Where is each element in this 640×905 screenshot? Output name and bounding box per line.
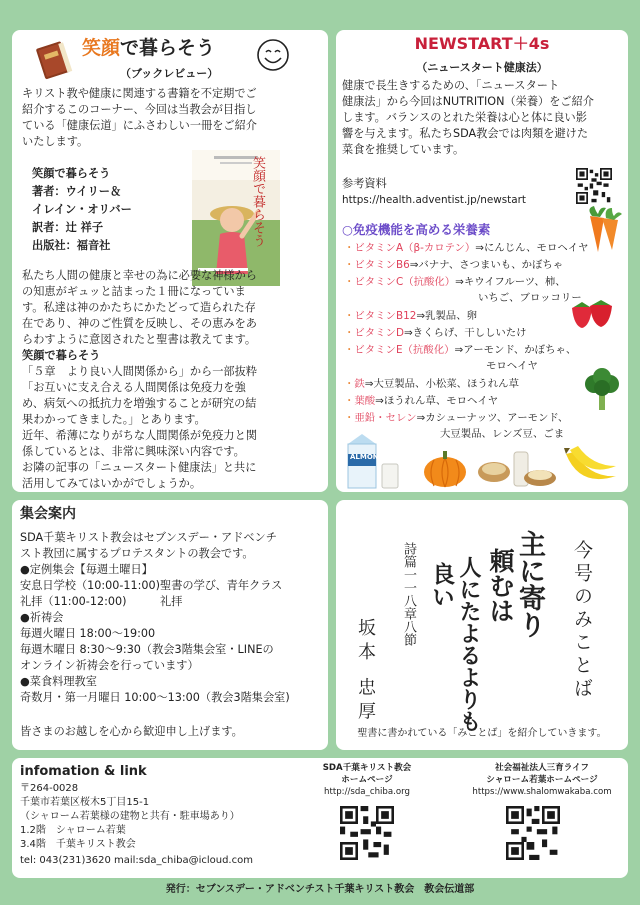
newstart-intro-line: 健康で長生きするための、「ニュースタート bbox=[342, 79, 560, 92]
body-line: 在であり、神のご性質を反映し、その恵みをあ bbox=[22, 317, 257, 330]
reference-label: 参考資料 bbox=[342, 177, 387, 190]
nutrient-row: ・ビタミンC（抗酸化）⇒キウイフルーツ、柿、 bbox=[344, 276, 566, 288]
information-panel bbox=[12, 758, 628, 878]
floor-info: 3.4階 千葉キリスト教会 bbox=[20, 839, 136, 850]
strawberry-icon bbox=[568, 298, 616, 330]
pumpkin-icon bbox=[422, 448, 468, 488]
newstart-panel bbox=[336, 30, 628, 492]
intro-line: ている「健康伝道」にふさわしい一冊をご紹介 bbox=[22, 119, 257, 132]
verse-text: 主に寄り bbox=[514, 530, 545, 638]
meeting-line: ●菜食料理教室 bbox=[20, 675, 97, 688]
body-line: め、病気への抵抗力を増強することが研究の結 bbox=[22, 397, 257, 410]
reference-url[interactable]: https://health.adventist.jp/newstart bbox=[342, 194, 526, 206]
nutrient-row: ・ビタミンB6⇒バナナ、さつまいも、かぼちゃ bbox=[344, 259, 564, 271]
verse-footer: 聖書に書かれている「みことば」を紹介していきます。 bbox=[357, 728, 607, 739]
verse-text: 頼むは bbox=[486, 548, 515, 623]
verse-heading: 今号のみことば bbox=[571, 540, 593, 701]
nutrient-row: ・ビタミンA（β-カロテン）⇒にんじん、モロヘイヤ bbox=[344, 242, 589, 254]
meeting-line: ●定例集会【毎週土曜日】 bbox=[20, 563, 153, 576]
meeting-welcome: 皆さまのお越しを心から歓迎申し上げます。 bbox=[20, 725, 243, 738]
nutrient-row: ・鉄⇒大豆製品、小松菜、ほうれん草 bbox=[344, 378, 519, 390]
meeting-title: 集会案内 bbox=[20, 506, 76, 522]
meeting-line: 礼拝（11:00-12:00) 礼拝 bbox=[20, 595, 183, 608]
site2-name: 社会福祉法人三育ライフ bbox=[494, 763, 590, 773]
meeting-line: スト教団に属するプロテスタントの教会です。 bbox=[20, 547, 254, 560]
newstart-intro-line: 健康法」から今回はNUTRITION（栄養）をご紹介 bbox=[342, 95, 594, 108]
banana-icon bbox=[562, 444, 620, 488]
intro-line: いたします。 bbox=[22, 135, 89, 148]
book-review-title: 笑顔で暮らそう bbox=[82, 37, 216, 59]
nutrient-row: ・ビタミンD⇒きくらげ、干ししいたけ bbox=[344, 327, 527, 339]
info-title: infomation & link bbox=[20, 764, 147, 779]
almond-label: ALMOND bbox=[350, 453, 385, 461]
floor-info: 1.2階 シャローム若葉 bbox=[20, 825, 126, 836]
nutrient-row-continued: いちご、ブロッコリー bbox=[478, 292, 582, 304]
meeting-line: 奇数月・第一月曜日 10:00～13:00（教会3階集会室) bbox=[20, 691, 290, 704]
nutrient-row-continued: モロヘイヤ bbox=[486, 360, 538, 372]
newstart-subtitle: （ニュースタート健康法） bbox=[416, 61, 548, 74]
body-line: の知恵がギュッと詰まった１冊になっていま bbox=[22, 285, 246, 298]
body-line: 私たち人間の健康と幸せの為に必要な神様から bbox=[22, 269, 257, 282]
church-qr-code-icon[interactable] bbox=[340, 806, 394, 860]
body-line: 活用してみてはいかがでしょうか。 bbox=[22, 477, 202, 490]
newstart-qr-code-icon[interactable] bbox=[576, 168, 612, 204]
soy-products-icon bbox=[476, 442, 560, 490]
calligrapher-name: 坂本 忠厚 bbox=[355, 618, 376, 726]
nutrient-row-continued: 大豆製品、レンズ豆、ごま bbox=[440, 428, 565, 440]
body-line: す。私達は神のかたちにかたどって造られた存 bbox=[22, 301, 256, 314]
book-icon bbox=[32, 38, 76, 82]
site2-url[interactable]: https://www.shalomwakaba.com bbox=[472, 787, 612, 797]
meeting-info-panel bbox=[12, 500, 328, 750]
body-line: お隣の記事の「ニュースタート健康法」と共に bbox=[22, 461, 257, 474]
book-info-translator: 訳者：辻 祥子 bbox=[32, 221, 104, 234]
meeting-line: 毎週火曜日 18:00～19:00 bbox=[20, 627, 156, 640]
smile-icon bbox=[256, 38, 290, 72]
meeting-line: 安息日学校（10:00-11:00)聖書の学び、青年クラス bbox=[20, 579, 283, 592]
site2-label: シャローム若葉ホームページ bbox=[486, 775, 598, 785]
site1-url[interactable]: http://sda_chiba.org bbox=[324, 787, 410, 797]
address: 千葉市若葉区桜木5丁目15-1 bbox=[20, 797, 150, 808]
newstart-intro-line: 菜食を推奨しています。 bbox=[342, 143, 465, 156]
verse-text: 人にたよるよりも bbox=[456, 556, 482, 732]
body-line: 「お互いに支え合える人間関係は免疫力を強 bbox=[22, 381, 246, 394]
book-info-author: イレイン・オリバー bbox=[32, 203, 132, 216]
meeting-line: ●祈祷会 bbox=[20, 611, 64, 624]
meeting-line: オンライン祈祷会を行っています） bbox=[20, 659, 199, 672]
book-review-panel bbox=[12, 30, 328, 492]
broccoli-icon bbox=[582, 368, 622, 412]
book-info-author: 著者：ウイリー＆ bbox=[32, 185, 122, 198]
book-cover-title: 笑顔で暮らそう bbox=[250, 156, 265, 247]
nutrient-row: ・葉酸⇒ほうれん草、モロヘイヤ bbox=[344, 395, 499, 407]
body-line: 係しているとは、非常に興味深い内容です。 bbox=[22, 445, 245, 458]
site1-name: SDA千葉キリスト教会 bbox=[322, 763, 412, 773]
meeting-line: SDA千葉キリスト教会はセブンスデー・アドベンチ bbox=[20, 531, 277, 544]
nutrient-row: ・亜鉛・セレン⇒カシューナッツ、アーモンド、 bbox=[344, 412, 569, 424]
book-review-subtitle: （ブックレビュー） bbox=[120, 67, 219, 80]
nutrient-row: ・ビタミンB12⇒乳製品、卵 bbox=[344, 310, 477, 322]
newstart-intro-line: 響を与えます。私たちSDA教会では肉類を避けた bbox=[342, 127, 589, 140]
book-info-publisher: 出版社：福音社 bbox=[32, 239, 111, 252]
contact-info[interactable]: tel: 043(231)3620 mail:sda_chiba@icloud.com bbox=[20, 855, 253, 866]
postal-code: 〒264-0028 bbox=[20, 783, 79, 794]
verse-reference: 詩篇一一八章八節 bbox=[401, 542, 416, 646]
address-note: （シャローム若葉様の建物と共有・駐車場あり） bbox=[20, 811, 240, 822]
book-subheading: 笑顔で暮らそう bbox=[22, 349, 101, 362]
newstart-intro-line: します。バランスのとれた栄養は心と体に良い影 bbox=[342, 111, 587, 124]
meeting-line: 毎週木曜日 8:30～9:30（教会3階集会室・LINEの bbox=[20, 643, 274, 656]
bible-verse-panel bbox=[336, 500, 628, 750]
body-line: 「５章 より良い人間関係から」から一部抜粋 bbox=[22, 365, 257, 378]
immune-nutrients-heading: ○免疫機能を高める栄養素 bbox=[342, 222, 491, 237]
shalom-qr-code-icon[interactable] bbox=[506, 806, 560, 860]
book-info-title: 笑顔で暮らそう bbox=[32, 167, 111, 180]
body-line: らわすように意図されたと聖書は教えてます。 bbox=[22, 333, 257, 346]
verse-text: 良い bbox=[428, 562, 455, 608]
book-cover-image bbox=[192, 150, 280, 286]
publisher-footer: 発行：セブンスデー・アドベンチスト千葉キリスト教会 教会伝道部 bbox=[165, 884, 475, 895]
nutrient-row: ・ビタミンE（抗酸化）⇒アーモンド、かぼちゃ、 bbox=[344, 344, 577, 356]
body-line: 果わかってきました。」とあります。 bbox=[22, 413, 206, 426]
intro-line: 紹介するこのコーナー、今回は当教会が目指し bbox=[22, 103, 257, 116]
body-line: 近年、希薄になりがちな人間関係が免疫力と関 bbox=[22, 429, 257, 442]
intro-line: キリスト教や健康に関連する書籍を不定期でご bbox=[22, 87, 257, 100]
newstart-title: NEWSTART＋4s bbox=[414, 34, 550, 53]
site1-label: ホームページ bbox=[341, 775, 393, 785]
